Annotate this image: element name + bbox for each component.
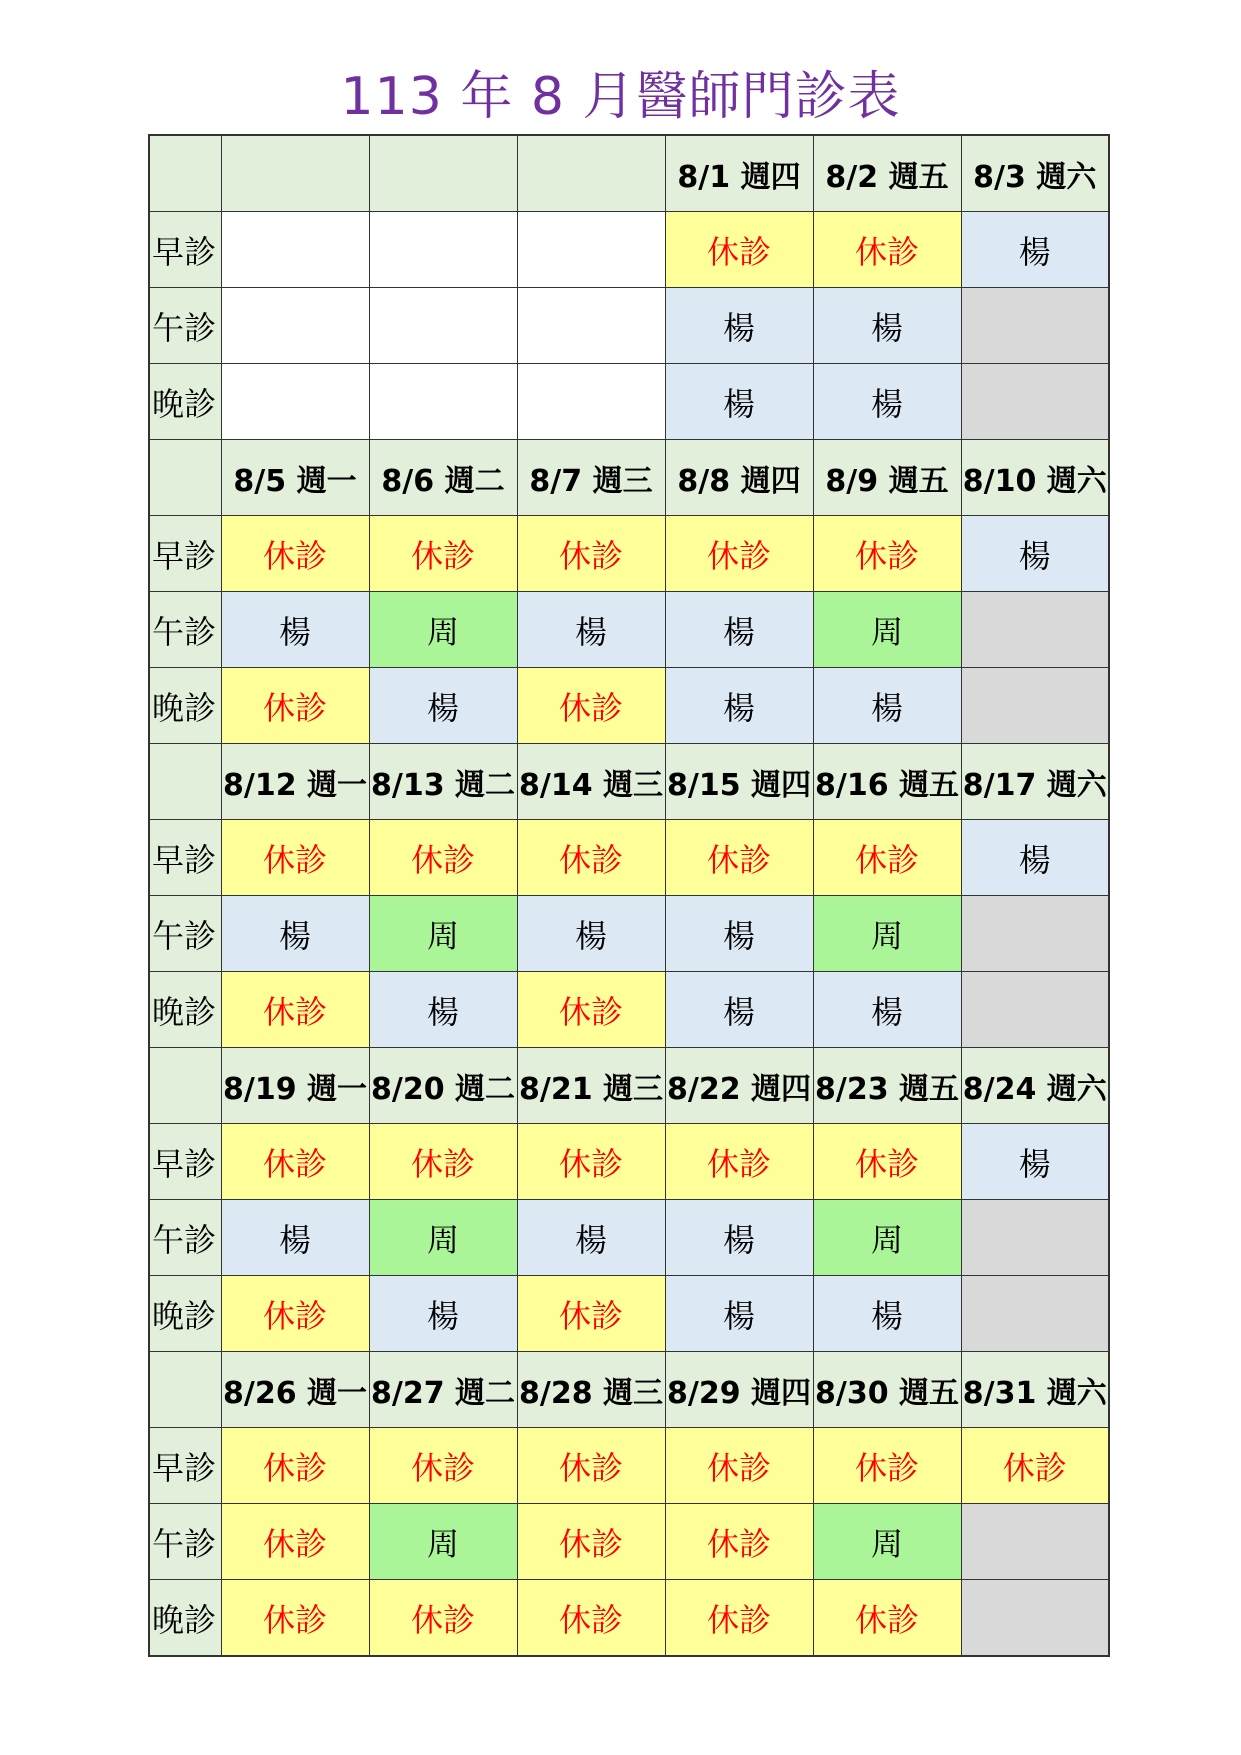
date-header-cell: 8/12 週一 (221, 744, 369, 820)
session-label: 午診 (149, 592, 221, 668)
schedule-cell-yang: 楊 (813, 364, 961, 440)
date-header-cell: 8/14 週三 (517, 744, 665, 820)
session-row (149, 1428, 1109, 1504)
session-label: 早診 (149, 1428, 221, 1504)
session-row (149, 1504, 1109, 1580)
week-header-row (149, 135, 1109, 212)
session-label: 晚診 (149, 972, 221, 1048)
schedule-cell-zhou: 周 (813, 1504, 961, 1580)
schedule-cell-zhou: 周 (813, 592, 961, 668)
schedule-cell-closed: 休診 (517, 668, 665, 744)
schedule-cell-blank (517, 364, 665, 440)
schedule-cell-yang: 楊 (665, 592, 813, 668)
schedule-cell-closed: 休診 (221, 1124, 369, 1200)
schedule-cell-closed: 休診 (221, 1504, 369, 1580)
schedule-cell-yang: 楊 (665, 288, 813, 364)
date-header-cell: 8/27 週二 (369, 1352, 517, 1428)
schedule-cell-closed: 休診 (665, 212, 813, 288)
schedule-cell-zhou: 周 (369, 1504, 517, 1580)
schedule-cell-closed: 休診 (517, 1276, 665, 1352)
schedule-cell-closed: 休診 (813, 1124, 961, 1200)
session-label: 晚診 (149, 1580, 221, 1657)
schedule-cell-closed: 休診 (813, 1428, 961, 1504)
schedule-cell-blank (517, 212, 665, 288)
schedule-cell-yang: 楊 (813, 668, 961, 744)
schedule-cell-closed: 休診 (813, 212, 961, 288)
date-header-cell: 8/7 週三 (517, 440, 665, 516)
schedule-cell-closed: 休診 (369, 1428, 517, 1504)
session-label: 晚診 (149, 364, 221, 440)
session-label: 早診 (149, 1124, 221, 1200)
schedule-cell-zhou: 周 (813, 1200, 961, 1276)
header-corner-cell (149, 135, 221, 212)
header-corner-cell (149, 744, 221, 820)
schedule-cell-empty (961, 1200, 1109, 1276)
date-header-cell: 8/9 週五 (813, 440, 961, 516)
header-corner-cell (149, 440, 221, 516)
schedule-cell-empty (961, 1504, 1109, 1580)
schedule-cell-closed: 休診 (665, 1504, 813, 1580)
schedule-cell-yang: 楊 (813, 1276, 961, 1352)
date-header-cell: 8/30 週五 (813, 1352, 961, 1428)
schedule-cell-closed: 休診 (221, 516, 369, 592)
schedule-cell-zhou: 周 (369, 592, 517, 668)
schedule-cell-closed: 休診 (369, 1124, 517, 1200)
session-row (149, 820, 1109, 896)
schedule-cell-empty (961, 364, 1109, 440)
session-row (149, 1200, 1109, 1276)
date-header-cell: 8/20 週二 (369, 1048, 517, 1124)
schedule-cell-yang: 楊 (369, 1276, 517, 1352)
schedule-cell-closed: 休診 (517, 1124, 665, 1200)
schedule-cell-closed: 休診 (369, 820, 517, 896)
schedule-cell-closed: 休診 (517, 1504, 665, 1580)
schedule-cell-closed: 休診 (665, 516, 813, 592)
schedule-cell-closed: 休診 (369, 1580, 517, 1657)
session-label: 午診 (149, 896, 221, 972)
schedule-cell-closed: 休診 (221, 972, 369, 1048)
session-row (149, 592, 1109, 668)
schedule-cell-closed: 休診 (221, 1580, 369, 1657)
schedule-cell-closed: 休診 (665, 820, 813, 896)
schedule-cell-closed: 休診 (665, 1428, 813, 1504)
schedule-cell-empty (961, 592, 1109, 668)
schedule-cell-yang: 楊 (369, 668, 517, 744)
session-row (149, 364, 1109, 440)
schedule-cell-yang: 楊 (665, 896, 813, 972)
schedule-cell-blank (517, 288, 665, 364)
schedule-cell-yang: 楊 (961, 1124, 1109, 1200)
schedule-cell-closed: 休診 (813, 820, 961, 896)
schedule-cell-yang: 楊 (221, 1200, 369, 1276)
schedule-cell-yang: 楊 (665, 1200, 813, 1276)
schedule-cell-yang: 楊 (665, 972, 813, 1048)
date-header-cell: 8/10 週六 (961, 440, 1109, 516)
schedule-cell-blank (369, 364, 517, 440)
session-row (149, 972, 1109, 1048)
schedule-cell-closed: 休診 (665, 1124, 813, 1200)
date-header-cell: 8/28 週三 (517, 1352, 665, 1428)
schedule-cell-yang: 楊 (517, 592, 665, 668)
schedule-cell-yang: 楊 (961, 516, 1109, 592)
date-header-cell: 8/2 週五 (813, 135, 961, 212)
schedule-cell-zhou: 周 (813, 896, 961, 972)
date-header-cell: 8/26 週一 (221, 1352, 369, 1428)
schedule-cell-blank (221, 364, 369, 440)
schedule-cell-yang: 楊 (961, 212, 1109, 288)
schedule-cell-closed: 休診 (961, 1428, 1109, 1504)
date-header-cell: 8/23 週五 (813, 1048, 961, 1124)
schedule-cell-closed: 休診 (221, 1276, 369, 1352)
session-row (149, 516, 1109, 592)
week-header-row (149, 440, 1109, 516)
schedule-cell-empty (961, 1580, 1109, 1657)
date-header-cell: 8/15 週四 (665, 744, 813, 820)
date-header-cell (517, 135, 665, 212)
schedule-cell-closed: 休診 (813, 1580, 961, 1657)
date-header-cell: 8/5 週一 (221, 440, 369, 516)
schedule-cell-yang: 楊 (665, 1276, 813, 1352)
session-row (149, 1580, 1109, 1657)
session-row (149, 1124, 1109, 1200)
date-header-cell: 8/1 週四 (665, 135, 813, 212)
schedule-body (149, 135, 1109, 1656)
schedule-cell-blank (221, 212, 369, 288)
date-header-cell: 8/16 週五 (813, 744, 961, 820)
schedule-cell-closed: 休診 (665, 1580, 813, 1657)
schedule-cell-yang: 楊 (221, 592, 369, 668)
clinic-schedule-table (148, 134, 1110, 1657)
session-row (149, 668, 1109, 744)
date-header-cell: 8/6 週二 (369, 440, 517, 516)
schedule-cell-empty (961, 288, 1109, 364)
session-label: 午診 (149, 1200, 221, 1276)
session-row (149, 212, 1109, 288)
date-header-cell: 8/17 週六 (961, 744, 1109, 820)
schedule-cell-closed: 休診 (221, 668, 369, 744)
schedule-cell-closed: 休診 (517, 516, 665, 592)
date-header-cell: 8/13 週二 (369, 744, 517, 820)
date-header-cell (369, 135, 517, 212)
schedule-cell-empty (961, 668, 1109, 744)
schedule-cell-blank (221, 288, 369, 364)
page-title: 113 年 8 月醫師門診表 (340, 67, 901, 127)
schedule-cell-empty (961, 1276, 1109, 1352)
week-header-row (149, 1352, 1109, 1428)
schedule-cell-yang: 楊 (665, 668, 813, 744)
schedule-cell-yang: 楊 (813, 972, 961, 1048)
schedule-cell-closed: 休診 (369, 516, 517, 592)
schedule-cell-zhou: 周 (369, 896, 517, 972)
schedule-cell-empty (961, 896, 1109, 972)
week-header-row (149, 1048, 1109, 1124)
schedule-cell-yang: 楊 (665, 364, 813, 440)
session-label: 晚診 (149, 1276, 221, 1352)
session-label: 午診 (149, 1504, 221, 1580)
date-header-cell: 8/3 週六 (961, 135, 1109, 212)
date-header-cell: 8/31 週六 (961, 1352, 1109, 1428)
date-header-cell (221, 135, 369, 212)
session-label: 早診 (149, 820, 221, 896)
schedule-cell-closed: 休診 (517, 1428, 665, 1504)
schedule-cell-yang: 楊 (961, 820, 1109, 896)
schedule-cell-yang: 楊 (517, 896, 665, 972)
schedule-cell-empty (961, 972, 1109, 1048)
date-header-cell: 8/29 週四 (665, 1352, 813, 1428)
header-corner-cell (149, 1048, 221, 1124)
session-label: 早診 (149, 212, 221, 288)
schedule-cell-blank (369, 212, 517, 288)
header-corner-cell (149, 1352, 221, 1428)
schedule-cell-closed: 休診 (517, 820, 665, 896)
date-header-cell: 8/21 週三 (517, 1048, 665, 1124)
schedule-cell-yang: 楊 (813, 288, 961, 364)
schedule-cell-closed: 休診 (517, 972, 665, 1048)
schedule-cell-closed: 休診 (517, 1580, 665, 1657)
schedule-cell-zhou: 周 (369, 1200, 517, 1276)
session-label: 早診 (149, 516, 221, 592)
session-label: 午診 (149, 288, 221, 364)
week-header-row (149, 744, 1109, 820)
date-header-cell: 8/8 週四 (665, 440, 813, 516)
schedule-cell-closed: 休診 (221, 1428, 369, 1504)
schedule-cell-closed: 休診 (221, 820, 369, 896)
date-header-cell: 8/22 週四 (665, 1048, 813, 1124)
schedule-cell-yang: 楊 (369, 972, 517, 1048)
schedule-cell-closed: 休診 (813, 516, 961, 592)
schedule-cell-blank (369, 288, 517, 364)
session-label: 晚診 (149, 668, 221, 744)
date-header-cell: 8/19 週一 (221, 1048, 369, 1124)
date-header-cell: 8/24 週六 (961, 1048, 1109, 1124)
schedule-cell-yang: 楊 (221, 896, 369, 972)
schedule-cell-yang: 楊 (517, 1200, 665, 1276)
session-row (149, 288, 1109, 364)
session-row (149, 896, 1109, 972)
session-row (149, 1276, 1109, 1352)
